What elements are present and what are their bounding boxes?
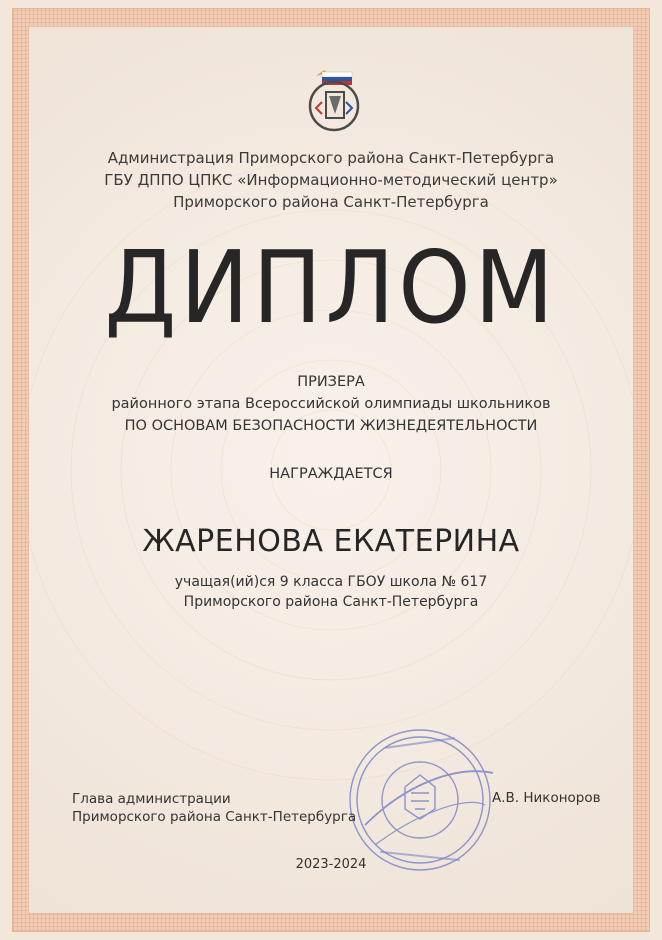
olympiad-emblem-icon	[294, 62, 374, 138]
organization-line-3: Приморского района Санкт-Петербурга	[173, 193, 489, 211]
signer-position-line-2: Приморского района Санкт-Петербурга	[72, 809, 357, 825]
recipient-name: ЖАРЕНОВА ЕКАТЕРИНА	[142, 524, 520, 559]
awarded-label: НАГРАЖДАЕТСЯ	[269, 466, 393, 482]
round-seal-stamp-icon	[345, 725, 495, 875]
olympiad-stage: районного этапа Всероссийской олимпиады школьников	[111, 396, 551, 412]
organization-line-2: ГБУ ДППО ЦПКС «Информационно-методический центр»	[104, 171, 558, 189]
recipient-school: учащая(ий)ся 9 класса ГБОУ школа № 617	[174, 574, 488, 590]
olympiad-subject: ПО ОСНОВАМ БЕЗОПАСНОСТИ ЖИЗНЕДЕЯТЕЛЬНОСТИ	[124, 418, 538, 434]
diploma-title: ДИПЛОМ	[104, 229, 558, 346]
recipient-district: Приморского района Санкт-Петербурга	[183, 594, 479, 610]
academic-year: 2023-2024	[295, 857, 367, 872]
signer-position-line-1: Глава администрации	[72, 791, 231, 807]
award-degree: ПРИЗЕРА	[297, 374, 365, 390]
organization-line-1: Администрация Приморского района Санкт-Петербурга	[107, 149, 555, 167]
signer-name: А.В. Никоноров	[492, 790, 601, 806]
